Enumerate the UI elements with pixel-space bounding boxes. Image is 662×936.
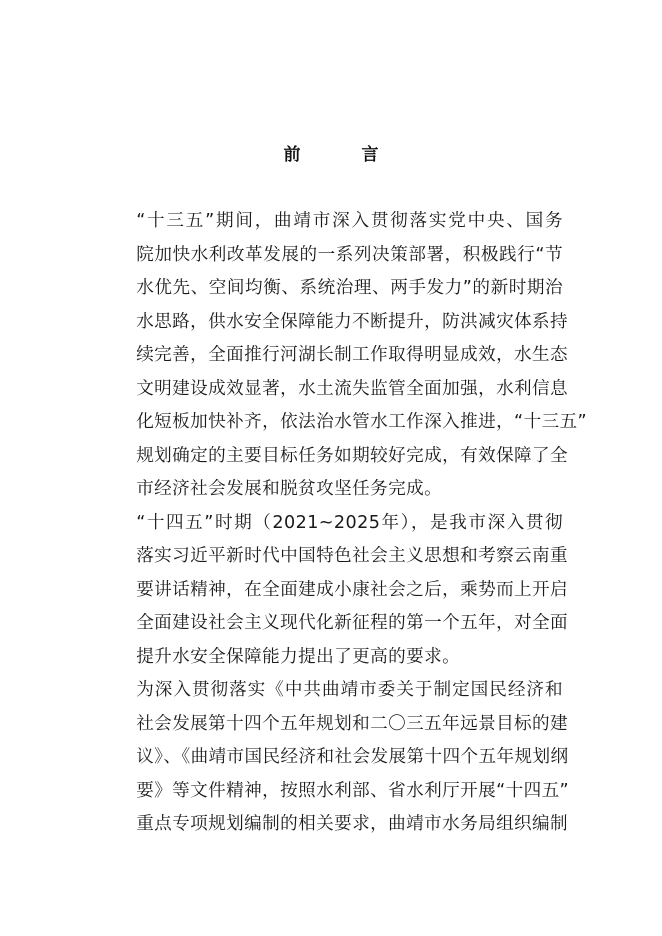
paragraph-line: “十三五”期间，曲靖市深入贯彻落实党中央、国务 [136, 211, 563, 231]
paragraph-line: 重点专项规划编制的相关要求，曲靖市水务局组织编制 [136, 814, 569, 834]
document-body [101, 205, 588, 842]
paragraph-line: 水思路，供水安全保障能力不断提升，防洪减灾体系持 [136, 311, 569, 332]
paragraph-2 [101, 507, 569, 675]
paragraph-line: 市经济社会发展和脱贫攻坚任务完成。 [136, 479, 443, 499]
paragraph-line: “十四五”时期（2021~2025年），是我市深入贯彻 [136, 512, 563, 533]
paragraph-line: 提升水安全保障能力提出了更高的要求。 [136, 646, 461, 667]
paragraph-line: 议》、《曲靖市国民经济和社会发展第十四个五年规划纲 [136, 747, 569, 767]
paragraph-line: 社会发展第十四个五年规划和二〇三五年远景目标的建 [136, 713, 569, 734]
paragraph-line: 全面建设社会主义现代化新征程的第一个五年，对全面 [136, 613, 569, 633]
paragraph-line: 文明建设成效显著，水土流失监管全面加强，水利信息 [136, 378, 569, 399]
paragraph-line: 要讲话精神，在全面建成小康社会之后，乘势而上开启 [136, 579, 569, 600]
paragraph-3 [101, 674, 570, 842]
paragraph-line: 规划确定的主要目标任务如期较好完成，有效保障了全 [136, 445, 569, 466]
paragraph-line: 为深入贯彻落实《中共曲靖市委关于制定国民经济和 [136, 680, 563, 700]
paragraph-line: 要》等文件精神，按照水利部、省水利厅开展“十四五” [136, 780, 570, 801]
paragraph-line: 续完善，全面推行河湖长制工作取得明显成效，水生态 [136, 345, 569, 365]
paragraph-line: 化短板加快补齐，依法治水管水工作深入推进，“十三五” [136, 412, 588, 432]
paragraph-line: 落实习近平新时代中国特色社会主义思想和考察云南重 [136, 546, 569, 566]
paragraph-line: 院加快水利改革发展的一系列决策部署，积极践行“节 [136, 244, 563, 265]
page-title: 前 言 [283, 145, 401, 165]
paragraph-1 [101, 205, 588, 507]
paragraph-line: 水优先、空间均衡、系统治理、两手发力”的新时期治 [136, 278, 563, 298]
